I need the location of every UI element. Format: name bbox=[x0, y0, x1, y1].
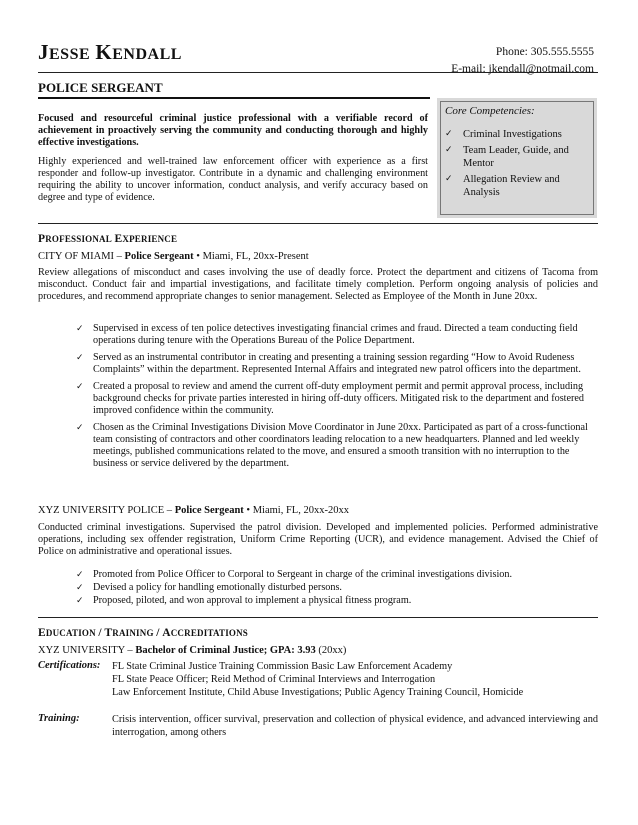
list-item: ✓ Chosen as the Criminal Investigations Division Move Coordinator in June 20xx. Participated as part of a cross-functional team consisting of contractors and other coordinators leading relocation to a new headquarters. Planned and led weekly meetings, published communications related to the move, and ensured a smooth transition with no interruption to the business or service delivered by the department. bbox=[76, 422, 588, 469]
check-icon: ✓ bbox=[76, 570, 84, 580]
job-header: XYZ UNIVERSITY POLICE – Police Sergeant • Miami, FL, 20xx-20xx bbox=[38, 505, 349, 516]
list-item: ✓ Promoted from Police Officer to Corporal to Sergeant in charge of the criminal investigations division. bbox=[76, 569, 513, 580]
list-item: ✓ Supervised in excess of ten police detectives investigating financial crimes and fraud. Directed a team conducting field operations during tenure with the Operations Bureau of the Police Department. bbox=[76, 323, 578, 346]
core-item: ✓ Criminal Investigations bbox=[445, 129, 562, 140]
list-item: ✓ Devised a policy for handling emotionally disturbed persons. bbox=[76, 582, 342, 593]
check-icon: ✓ bbox=[76, 583, 84, 593]
check-icon: ✓ bbox=[445, 173, 453, 184]
check-icon: ✓ bbox=[445, 129, 453, 139]
job-bullets bbox=[76, 323, 596, 475]
list-item: ✓ Served as an instrumental contributor in creating and presenting a training session regarding “How to Avoid Rudeness Complaints” within the department. Represented Internal Affairs and integrated new patrol officers into the department. bbox=[76, 352, 581, 375]
core-heading: Core Competencies: bbox=[445, 105, 535, 117]
list-item: Law Enforcement Institute, Child Abuse Investigations; Public Agency Training Council, Homicide bbox=[112, 687, 524, 698]
check-icon: ✓ bbox=[76, 324, 84, 334]
job-summary: Review allegations of misconduct and cases involving the use of deadly force. Protect the department and citizens of Tacoma from misconduct. Conduct fair and impartial investigations, and facilitate timely completion. Perform ongoing analysis of policies and procedures, and recommend appropriate changes to senior management. Selected as Employee of the Month in June 20xx. bbox=[38, 267, 598, 302]
core-item: ✓ Team Leader, Guide, and Mentor bbox=[445, 144, 569, 169]
divider bbox=[38, 223, 598, 224]
email: E-mail: jkendall@notmail.com bbox=[451, 63, 594, 75]
summary-bold: Focused and resourceful criminal justice professional with a verifiable record of achievement in proactively serving the community and conducting thorough and highly effective investigations. bbox=[38, 113, 428, 149]
divider bbox=[38, 72, 598, 73]
check-icon: ✓ bbox=[76, 596, 84, 606]
summary-text: Highly experienced and well-trained law enforcement officer with experience as a first responder and follow-up investigator. Contribute in a dynamic and challenging environment requiring the ability to uncover information, conduct analysis, and verify accuracy based on degree and type of evidence. bbox=[38, 155, 428, 204]
check-icon: ✓ bbox=[76, 423, 84, 433]
job-summary: Conducted criminal investigations. Supervised the patrol division. Developed and implemented policies. Performed administrative operations, including sex offender registration, Uniform Crime Reporting (UCR), and evidence management. Advised the Chief of Police on administrative and operational issues. bbox=[38, 522, 598, 557]
candidate-name bbox=[38, 40, 182, 65]
degree-line: XYZ UNIVERSITY – Bachelor of Criminal Justice; GPA: 3.93 (20xx) bbox=[38, 645, 347, 656]
certifications-label: Certifications: bbox=[38, 660, 101, 671]
divider bbox=[38, 97, 430, 99]
list-item: ✓ Created a proposal to review and amend the current off-duty employment permit and permit approval process, including background checks for private parties interested in hiring off-duty officers. Mitigated risk to the department and fostered improved confidence within the community. bbox=[76, 381, 585, 416]
job-bullets bbox=[76, 569, 596, 608]
phone: Phone: 305.555.5555 bbox=[495, 46, 594, 58]
list-item: FL State Criminal Justice Training Commission Basic Law Enforcement Academy bbox=[112, 661, 453, 672]
training-label: Training: bbox=[38, 713, 80, 724]
heading-text: EDUCATION / TRAINING / ACCREDITATIONS bbox=[38, 627, 249, 639]
job-header: CITY OF MIAMI – Police Sergeant • Miami, FL, 20xx-Present bbox=[38, 251, 309, 262]
summary bbox=[38, 113, 428, 204]
heading-text: PROFESSIONAL EXPERIENCE bbox=[38, 233, 178, 245]
core-item: ✓ Allegation Review and Analysis bbox=[445, 173, 560, 198]
check-icon: ✓ bbox=[76, 382, 84, 392]
name-text: JESSE KENDALL bbox=[38, 40, 182, 64]
training-text: Crisis intervention, officer survival, preservation and collection of physical evidence, and advanced interviewing and interrogation, among others bbox=[112, 714, 598, 738]
job-title: POLICE SERGEANT bbox=[38, 80, 163, 95]
section-heading-experience bbox=[38, 233, 177, 245]
check-icon: ✓ bbox=[76, 353, 84, 363]
certifications-list bbox=[112, 660, 523, 699]
list-item: ✓ Proposed, piloted, and won approval to implement a physical fitness program. bbox=[76, 595, 412, 606]
check-icon: ✓ bbox=[445, 144, 453, 155]
core-competencies-box bbox=[437, 98, 597, 218]
section-heading-education bbox=[38, 627, 248, 639]
list-item: FL State Peace Officer; Reid Method of Criminal Interviews and Interrogation bbox=[112, 674, 436, 685]
divider bbox=[38, 617, 598, 618]
